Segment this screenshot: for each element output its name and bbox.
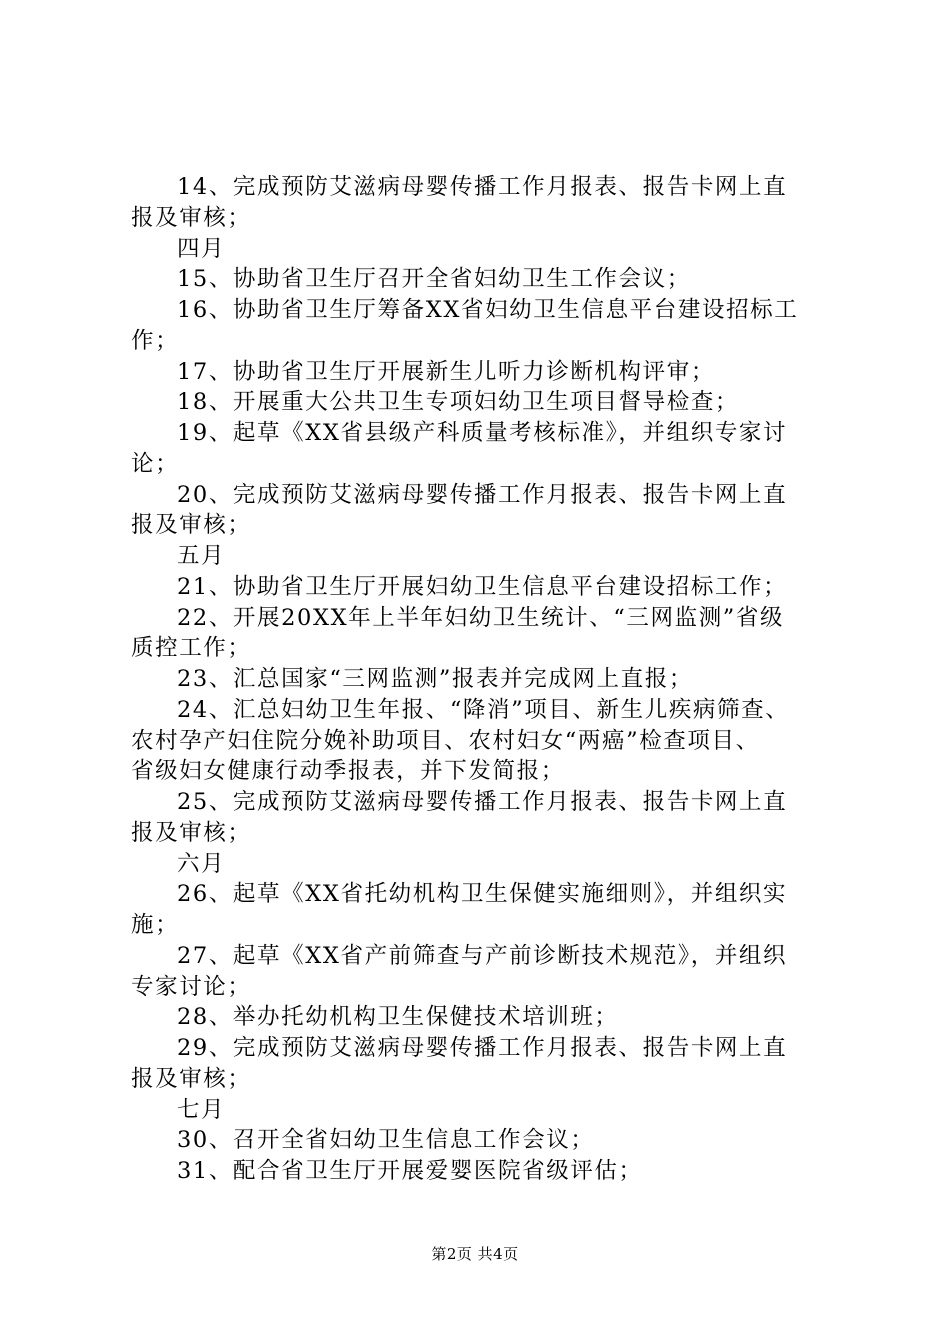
text-line: 专家讨论； (131, 973, 252, 1000)
text-line: 29、完成预防艾滋病母婴传播工作月报表、报告卡网上直 (177, 1035, 788, 1061)
text-line: 22、开展20XX年上半年妇幼卫生统计、“三网监测”省级 (177, 604, 785, 631)
text-line: 农村孕产妇住院分娩补助项目、农村妇女“两癌”检查项目、 (131, 727, 760, 754)
text-line: 报及审核； (131, 1065, 252, 1092)
text-line: 23、汇总国家“三网监测”报表并完成网上直报； (177, 666, 693, 692)
text-line: 施； (131, 912, 180, 938)
text-line: 质控工作； (131, 635, 252, 662)
document-body (131, 172, 851, 1187)
text-line: 19、起草《XX省县级产科质量考核标准》，并组织专家讨 (177, 420, 788, 446)
text-line: 14、完成预防艾滋病母婴传播工作月报表、报告卡网上直 (177, 174, 788, 200)
text-line: 七月 (177, 1096, 226, 1123)
text-line: 24、汇总妇幼卫生年报、“降消”项目、新生儿疾病筛查、 (177, 696, 790, 723)
text-line: 26、起草《XX省托幼机构卫生保健实施细则》，并组织实 (177, 881, 788, 908)
text-line: 31、配合省卫生厅开展爱婴医院省级评估； (177, 1158, 643, 1184)
text-line: 15、协助省卫生厅召开全省妇幼卫生工作会议； (177, 266, 691, 293)
page-footer: 第2页 共4页 (431, 1245, 519, 1263)
text-line: 六月 (177, 850, 226, 877)
text-line: 18、开展重大公共卫生专项妇幼卫生项目督导检查； (177, 389, 740, 416)
text-line: 五月 (177, 543, 226, 569)
text-line: 28、举办托幼机构卫生保健技术培训班； (177, 1004, 619, 1031)
text-line: 30、召开全省妇幼卫生信息工作会议； (177, 1127, 595, 1154)
text-line: 27、起草《XX省产前筛查与产前诊断技术规范》，并组织 (177, 942, 788, 969)
text-line: 四月 (177, 235, 226, 262)
text-line: 25、完成预防艾滋病母婴传播工作月报表、报告卡网上直 (177, 789, 788, 815)
text-line: 报及审核； (131, 512, 252, 539)
text-line: 21、协助省卫生厅开展妇幼卫生信息平台建设招标工作； (177, 573, 788, 600)
text-line: 报及审核； (131, 204, 252, 231)
text-line: 16、协助省卫生厅筹备XX省妇幼卫生信息平台建设招标工 (177, 297, 799, 323)
text-line: 省级妇女健康行动季报表，并下发简报； (131, 758, 565, 785)
text-line: 论； (131, 450, 180, 477)
text-line: 20、完成预防艾滋病母婴传播工作月报表、报告卡网上直 (177, 481, 788, 508)
text-line: 作； (131, 327, 180, 354)
text-line: 报及审核； (131, 819, 252, 846)
text-line: 17、协助省卫生厅开展新生儿听力诊断机构评审； (177, 358, 715, 385)
